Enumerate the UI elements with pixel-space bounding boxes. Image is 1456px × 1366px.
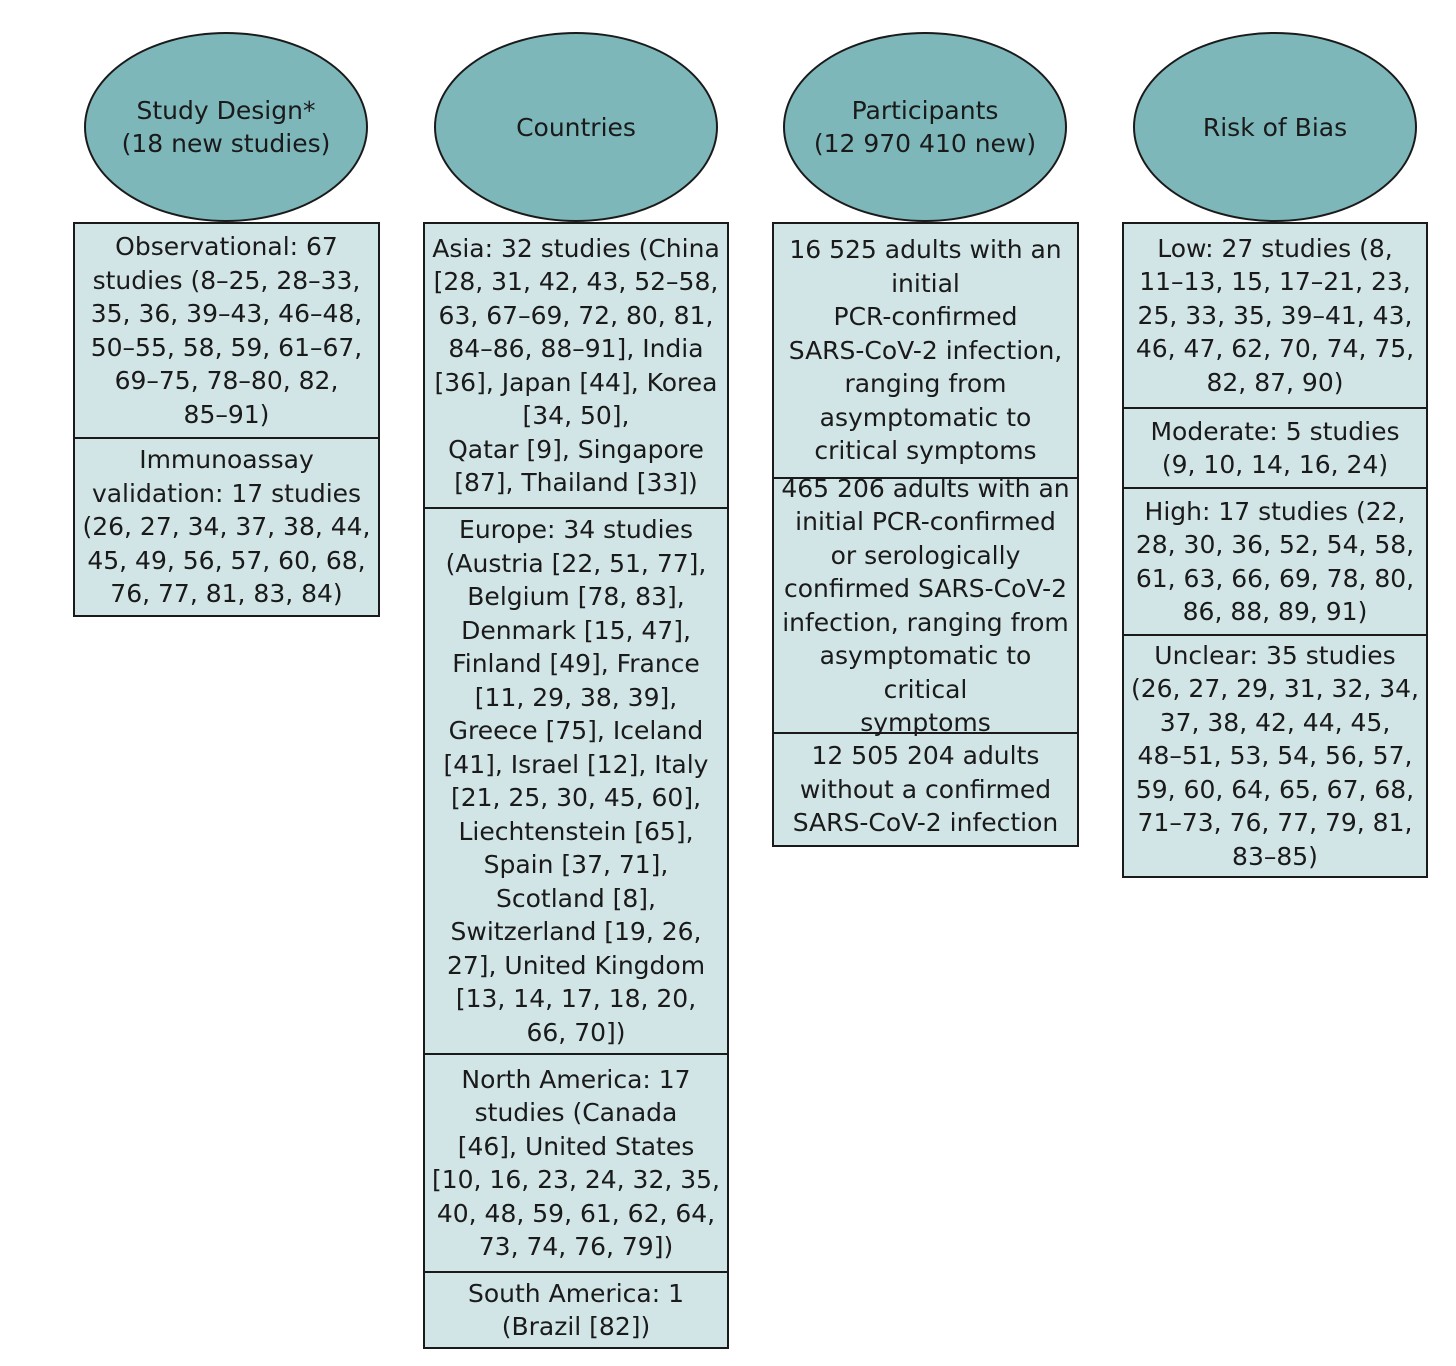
box-europe: Europe: 34 studies (Austria [22, 51, 77], Belgium [78, 83], Denmark [15, 47], Finland [49], France [11, 29, 38, 39], Greece [75], Iceland [41], Israel [12], Italy [21, 25, 30, 45, 60], Liechtenstein [65], Spain [37, 71], Scotland [8], Switzerland [19, 26, 27], United Kingdom [13, 14, 17, 18, 20, 66, 70]) [425, 507, 727, 1053]
countries-header: Countries [434, 32, 718, 222]
box-pcr-confirmed: 16 525 adults with an initial PCR-confirmed SARS-CoV-2 infection, ranging from asymptomatic to critical symptoms [788, 235, 1063, 466]
box-immunoassay-validation: Immunoassay validation: 17 studies (26, 27, 34, 37, 38, 44, 45, 49, 56, 57, 60, 68, 76, 77, 81, 83, 84) [75, 437, 378, 615]
risk-of-bias-stack [1122, 222, 1428, 878]
countries-stack [423, 222, 729, 1349]
box-asia: Asia: 32 studies (China [28, 31, 42, 43, 52–58, 63, 67–69, 72, 80, 81, 84–86, 88–91], India [36], Japan [44], Korea [34, 50], Qatar [9], Singapore [87], Thailand [33]) [432, 233, 720, 497]
box-observational: Observational: 67 studies (8–25, 28–33, 35, 36, 39–43, 46–48, 50–55, 58, 59, 61–67, 69–75, 78–80, 82, 85–91) [90, 232, 363, 429]
box-pcr-or-serologically-confirmed: 465 206 adults with an initial PCR-confirmed or serologically confirmed SARS-CoV-2 infection, ranging from asymptomatic to critical symptoms [774, 477, 1077, 732]
study-design-header: Study Design* (18 new studies) [84, 32, 368, 222]
box-south-america: South America: 1 (Brazil [82]) [425, 1271, 727, 1347]
risk-of-bias-header: Risk of Bias [1133, 32, 1417, 222]
box-risk-low: Low: 27 studies (8, 11–13, 15, 17–21, 23, 25, 33, 35, 39–41, 43, 46, 47, 62, 70, 74, 75, 82, 87, 90) [1135, 233, 1415, 397]
participants-header: Participants (12 970 410 new) [783, 32, 1067, 222]
participants-stack [772, 222, 1079, 847]
box-risk-moderate: Moderate: 5 studies (9, 10, 14, 16, 24) [1124, 407, 1426, 487]
box-north-america: North America: 17 studies (Canada [46], United States [10, 16, 23, 24, 32, 35, 40, 48, 59, 61, 62, 64, 73, 74, 76, 79]) [425, 1053, 727, 1271]
box-without-confirmed-infection: 12 505 204 adults without a confirmed SARS-CoV-2 infection [774, 732, 1077, 845]
box-risk-unclear: Unclear: 35 studies (26, 27, 29, 31, 32, 34, 37, 38, 42, 44, 45, 48–51, 53, 54, 56, 57, 59, 60, 64, 65, 67, 68, 71–73, 76, 77, 79, 81, 83–85) [1124, 634, 1426, 876]
box-risk-high: High: 17 studies (22, 28, 30, 36, 52, 54, 58, 61, 63, 66, 69, 78, 80, 86, 88, 89, 91) [1124, 487, 1426, 634]
study-design-stack [73, 222, 380, 617]
